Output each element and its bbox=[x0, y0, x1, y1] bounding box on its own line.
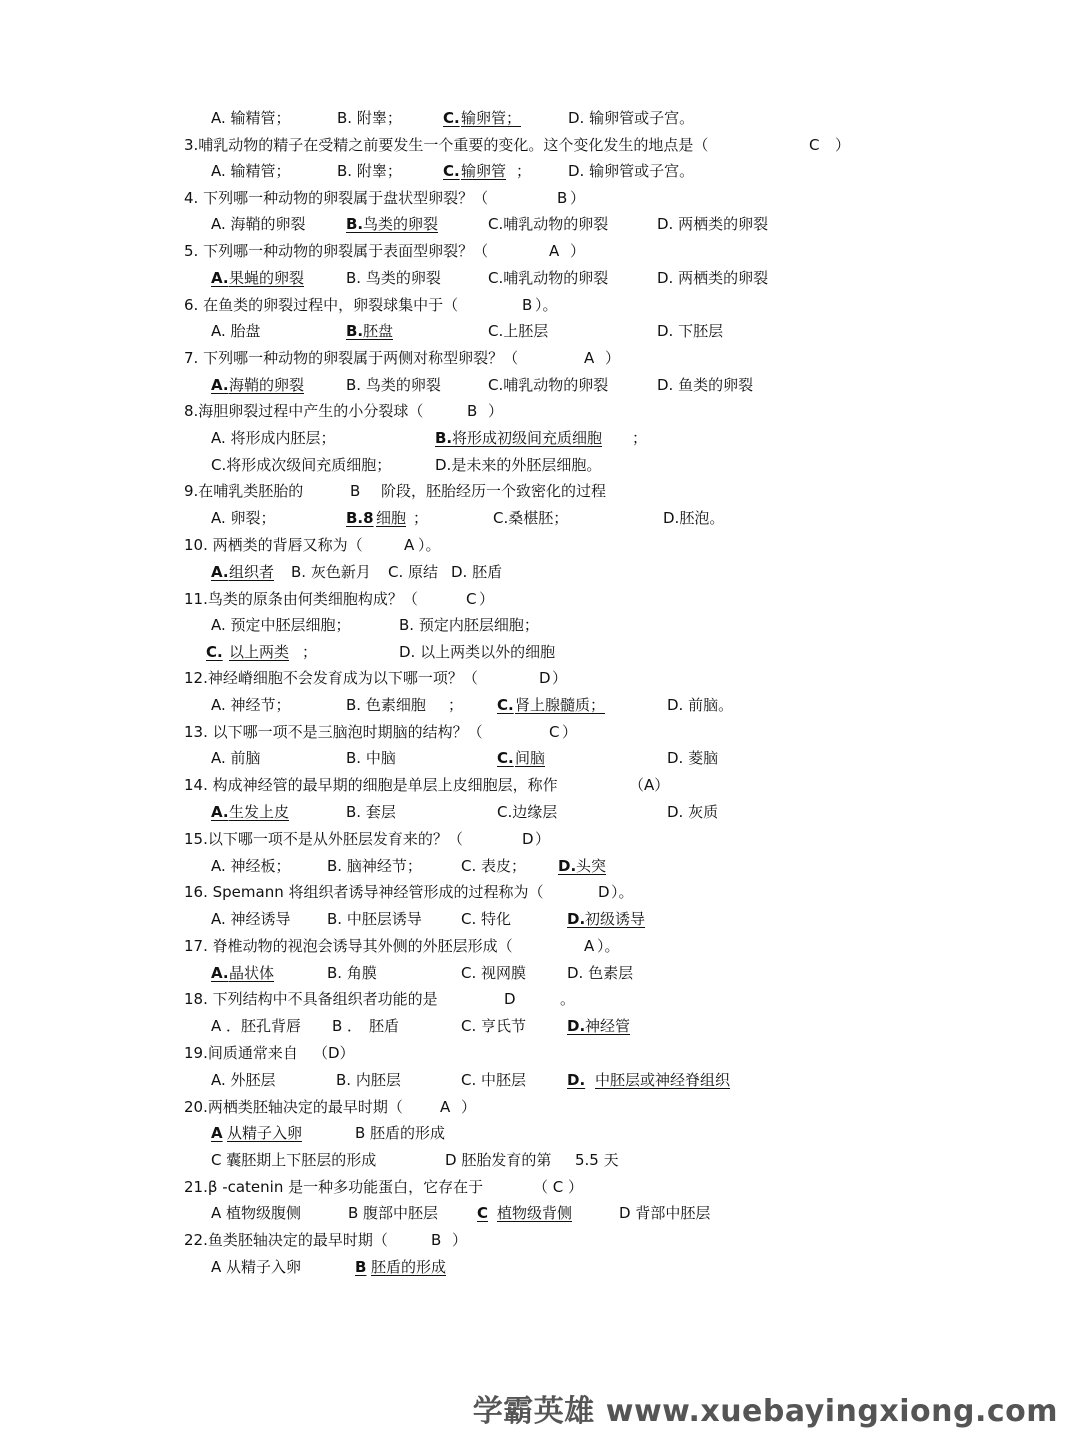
line-text: B. 鸟类的卵裂 bbox=[346, 269, 441, 287]
line-text: C. 原结 bbox=[388, 563, 439, 581]
answer-text: 从精子入卵 bbox=[227, 1124, 303, 1142]
line-text: ）。 bbox=[418, 536, 441, 554]
line-text: ） bbox=[535, 830, 551, 848]
line-text: B 腹部中胚层 bbox=[348, 1204, 439, 1222]
answer-text: A. bbox=[211, 376, 229, 394]
line-text: 11.鸟类的原条由何类细胞构成？（ bbox=[184, 590, 418, 608]
line-text: B ． bbox=[332, 1017, 363, 1035]
line-text: D. 色素层 bbox=[567, 964, 634, 982]
line-text: A. 前脑 bbox=[211, 749, 261, 767]
answer-text: B bbox=[355, 1258, 367, 1276]
line-text: B. 内胚层 bbox=[336, 1071, 401, 1089]
line-text: B. 套层 bbox=[346, 803, 396, 821]
line-text: D bbox=[539, 669, 551, 687]
line-text: D. 输卵管或子宫。 bbox=[568, 109, 695, 127]
answer-text: B. bbox=[435, 429, 453, 447]
line-text: D bbox=[504, 990, 516, 1008]
answer-text: C. bbox=[206, 643, 223, 661]
line-text: A bbox=[404, 536, 415, 554]
answer-text: 肾上腺髓质； bbox=[515, 696, 606, 714]
answer-text: 输卵管 bbox=[461, 162, 507, 180]
line-text: 14. 构成神经管的最早期的细胞是单层上皮细胞层，称作 bbox=[184, 776, 558, 794]
line-text: ） bbox=[488, 402, 504, 420]
line-text: A 从精子入卵 bbox=[211, 1258, 302, 1276]
line-text: B. 附睾； bbox=[337, 109, 402, 127]
line-text: 10. 两栖类的背唇又称为（ bbox=[184, 536, 363, 554]
line-text: A bbox=[584, 349, 595, 367]
answer-text: 神经管 bbox=[585, 1017, 631, 1035]
line-text: ） bbox=[552, 669, 568, 687]
line-text: C.桑椹胚； bbox=[493, 509, 569, 527]
answer-text: 初级诱导 bbox=[585, 910, 646, 928]
answer-text: 细胞 bbox=[376, 509, 407, 527]
line-text: 9.在哺乳类胚胎的 bbox=[184, 482, 304, 500]
line-text: A bbox=[549, 242, 560, 260]
line-text: ； bbox=[632, 429, 648, 447]
line-text: C bbox=[466, 590, 477, 608]
answer-text: 海鞘的卵裂 bbox=[229, 376, 305, 394]
line-text: A. 将形成内胚层； bbox=[211, 429, 336, 447]
line-text: B. 脑神经节； bbox=[327, 857, 422, 875]
answer-text: A. bbox=[211, 269, 229, 287]
line-text: B. 角膜 bbox=[327, 964, 377, 982]
line-text: C.哺乳动物的卵裂 bbox=[488, 269, 609, 287]
answer-text: 以上两类 bbox=[229, 643, 290, 661]
line-text: A bbox=[440, 1098, 451, 1116]
line-text: 。 bbox=[560, 990, 576, 1008]
answer-text: 胚盾的形成 bbox=[371, 1258, 447, 1276]
answer-text: A. bbox=[211, 563, 229, 581]
line-text: C. 中胚层 bbox=[461, 1071, 527, 1089]
line-text: D. 输卵管或子宫。 bbox=[568, 162, 695, 180]
line-text: C.上胚层 bbox=[488, 322, 549, 340]
line-text: 3.哺乳动物的精子在受精之前要发生一个重要的变化。这个变化发生的地点是（ bbox=[184, 136, 709, 154]
answer-text: A. bbox=[211, 964, 229, 982]
line-text: 18. 下列结构中不具备组织者功能的是 bbox=[184, 990, 438, 1008]
answer-text: B. bbox=[346, 215, 364, 233]
line-text: D. 胚盾 bbox=[451, 563, 503, 581]
line-text: ） bbox=[605, 349, 621, 367]
line-text: ） bbox=[570, 189, 586, 207]
line-text: ； bbox=[302, 643, 318, 661]
answer-text: C. bbox=[443, 162, 460, 180]
line-text: A. 预定中胚层细胞； bbox=[211, 616, 351, 634]
line-text: A bbox=[584, 937, 595, 955]
line-text: 5.5 天 bbox=[575, 1151, 619, 1169]
answer-text: D. bbox=[567, 910, 586, 928]
line-text: C. 视网膜 bbox=[461, 964, 527, 982]
line-text: 12.神经嵴细胞不会发育成为以下哪一项？（ bbox=[184, 669, 478, 687]
line-text: 胚盾 bbox=[369, 1017, 400, 1035]
line-text: 6. 在鱼类的卵裂过程中，卵裂球集中于（ bbox=[184, 296, 459, 314]
line-text: D. 以上两类以外的细胞 bbox=[399, 643, 556, 661]
line-text: D. 两栖类的卵裂 bbox=[657, 215, 769, 233]
answer-text: D. bbox=[567, 1071, 586, 1089]
line-text: B bbox=[522, 296, 533, 314]
line-text: ； bbox=[413, 509, 429, 527]
line-text: A. 神经节； bbox=[211, 696, 291, 714]
line-text: ； bbox=[448, 696, 464, 714]
line-text: C.边缘层 bbox=[497, 803, 558, 821]
line-text: D bbox=[522, 830, 534, 848]
line-text: B. 预定内胚层细胞； bbox=[399, 616, 539, 634]
answer-text: 间脑 bbox=[515, 749, 546, 767]
line-text: 17. 脊椎动物的视泡会诱导其外侧的外胚层形成（ bbox=[184, 937, 513, 955]
answer-text: 将形成初级间充质细胞 bbox=[452, 429, 603, 447]
answer-text: D. bbox=[567, 1017, 586, 1035]
answer-text: D. bbox=[558, 857, 577, 875]
line-text: B. 中胚层诱导 bbox=[327, 910, 422, 928]
line-text: D. 菱脑 bbox=[667, 749, 719, 767]
line-text: 15.以下哪一项不是从外胚层发育来的？（ bbox=[184, 830, 463, 848]
answer-text: C. bbox=[497, 749, 514, 767]
answer-text: C bbox=[477, 1204, 489, 1222]
line-text: C. 亨氏节 bbox=[461, 1017, 527, 1035]
line-text: 阶段，胚胎经历一个致密化的过程 bbox=[381, 482, 607, 500]
line-text: 20.两栖类胚轴决定的最早时期（ bbox=[184, 1098, 403, 1116]
answer-text: A bbox=[211, 1124, 223, 1142]
line-text: ）。 bbox=[535, 296, 558, 314]
line-text: A. 神经板； bbox=[211, 857, 291, 875]
line-text: A. 胎盘 bbox=[211, 322, 261, 340]
line-text: B. 鸟类的卵裂 bbox=[346, 376, 441, 394]
answer-text: B.8 bbox=[346, 509, 374, 527]
line-text: ）。 bbox=[597, 937, 620, 955]
line-text: D. 下胚层 bbox=[657, 322, 724, 340]
answer-text: 中胚层或神经脊组织 bbox=[595, 1071, 731, 1089]
line-text: D. 鱼类的卵裂 bbox=[657, 376, 754, 394]
line-text: C.将形成次级间充质细胞； bbox=[211, 456, 392, 474]
line-text: B 胚盾的形成 bbox=[355, 1124, 446, 1142]
line-text: B bbox=[557, 189, 568, 207]
line-text: ） bbox=[461, 1098, 477, 1116]
line-text: （ C ） bbox=[533, 1178, 584, 1196]
line-text: D.是未来的外胚层细胞。 bbox=[435, 456, 602, 474]
answer-text: A. bbox=[211, 803, 229, 821]
line-text: （D） bbox=[313, 1044, 355, 1062]
line-text: A. 外胚层 bbox=[211, 1071, 276, 1089]
line-text: B. 色素细胞 bbox=[346, 696, 426, 714]
answer-text: 胚盘 bbox=[363, 322, 394, 340]
line-text: 22.鱼类胚轴决定的最早时期（ bbox=[184, 1231, 388, 1249]
line-text: D 胚胎发育的第 bbox=[445, 1151, 552, 1169]
line-text: （A） bbox=[629, 776, 670, 794]
line-text: ） bbox=[835, 136, 851, 154]
line-text: A. 输精管； bbox=[211, 162, 291, 180]
answer-text: 组织者 bbox=[229, 563, 275, 581]
line-text: C.哺乳动物的卵裂 bbox=[488, 376, 609, 394]
line-text: 4. 下列哪一种动物的卵裂属于盘状型卵裂？（ bbox=[184, 189, 489, 207]
line-text: D. 灰质 bbox=[667, 803, 719, 821]
answer-text: B. bbox=[346, 322, 364, 340]
answer-text: C. bbox=[497, 696, 514, 714]
line-text: ） bbox=[452, 1231, 468, 1249]
line-text: B. 中脑 bbox=[346, 749, 396, 767]
line-text: D bbox=[598, 883, 610, 901]
line-text: C. 表皮； bbox=[461, 857, 527, 875]
line-text: ） bbox=[570, 242, 586, 260]
line-text: D 背部中胚层 bbox=[619, 1204, 711, 1222]
line-text: 13. 以下哪一项不是三脑泡时期脑的结构？（ bbox=[184, 723, 483, 741]
line-text: D.胚泡。 bbox=[663, 509, 725, 527]
line-text: 7. 下列哪一种动物的卵裂属于两侧对称型卵裂？（ bbox=[184, 349, 519, 367]
answer-text: 输卵管； bbox=[461, 109, 522, 127]
line-text: 5. 下列哪一种动物的卵裂属于表面型卵裂？（ bbox=[184, 242, 489, 260]
line-text: B. 灰色新月 bbox=[291, 563, 371, 581]
line-text: A. 海鞘的卵裂 bbox=[211, 215, 306, 233]
line-text: B bbox=[431, 1231, 442, 1249]
answer-text: 植物级背侧 bbox=[497, 1204, 573, 1222]
answer-text: 果蝇的卵裂 bbox=[229, 269, 305, 287]
answer-text: 鸟类的卵裂 bbox=[363, 215, 439, 233]
line-text: 21.β -catenin 是一种多功能蛋白，它存在于 bbox=[184, 1178, 484, 1196]
line-text: C.哺乳动物的卵裂 bbox=[488, 215, 609, 233]
line-text: 16. Spemann 将组织者诱导神经管形成的过程称为（ bbox=[184, 883, 544, 901]
line-text: ） bbox=[479, 590, 495, 608]
line-text: A. 输精管； bbox=[211, 109, 291, 127]
line-text: C. 特化 bbox=[461, 910, 512, 928]
line-text: C bbox=[549, 723, 560, 741]
watermark: 学霸英雄 www.xuebayingxiong.com bbox=[472, 1394, 1058, 1429]
line-text: C bbox=[809, 136, 820, 154]
line-text: B. 附睾； bbox=[337, 162, 402, 180]
line-text: B bbox=[467, 402, 478, 420]
line-text: A 植物级腹侧 bbox=[211, 1204, 302, 1222]
line-text: ）。 bbox=[611, 883, 634, 901]
answer-text: 生发上皮 bbox=[229, 803, 290, 821]
line-text: ； bbox=[516, 162, 532, 180]
line-text: C 囊胚期上下胚层的形成 bbox=[211, 1151, 377, 1169]
line-text: B bbox=[350, 482, 361, 500]
answer-text: 头突 bbox=[576, 857, 607, 875]
line-text: D. 前脑。 bbox=[667, 696, 734, 714]
line-text: ） bbox=[562, 723, 578, 741]
answer-text: 晶状体 bbox=[229, 964, 275, 982]
line-text: 19.间质通常来自 bbox=[184, 1044, 298, 1062]
line-text: A. 卵裂； bbox=[211, 509, 276, 527]
line-text: D. 两栖类的卵裂 bbox=[657, 269, 769, 287]
answer-text: C. bbox=[443, 109, 460, 127]
line-text: 8.海胆卵裂过程中产生的小分裂球（ bbox=[184, 402, 424, 420]
line-text: A ．胚孔背唇 bbox=[211, 1017, 302, 1035]
line-text: A. 神经诱导 bbox=[211, 910, 291, 928]
